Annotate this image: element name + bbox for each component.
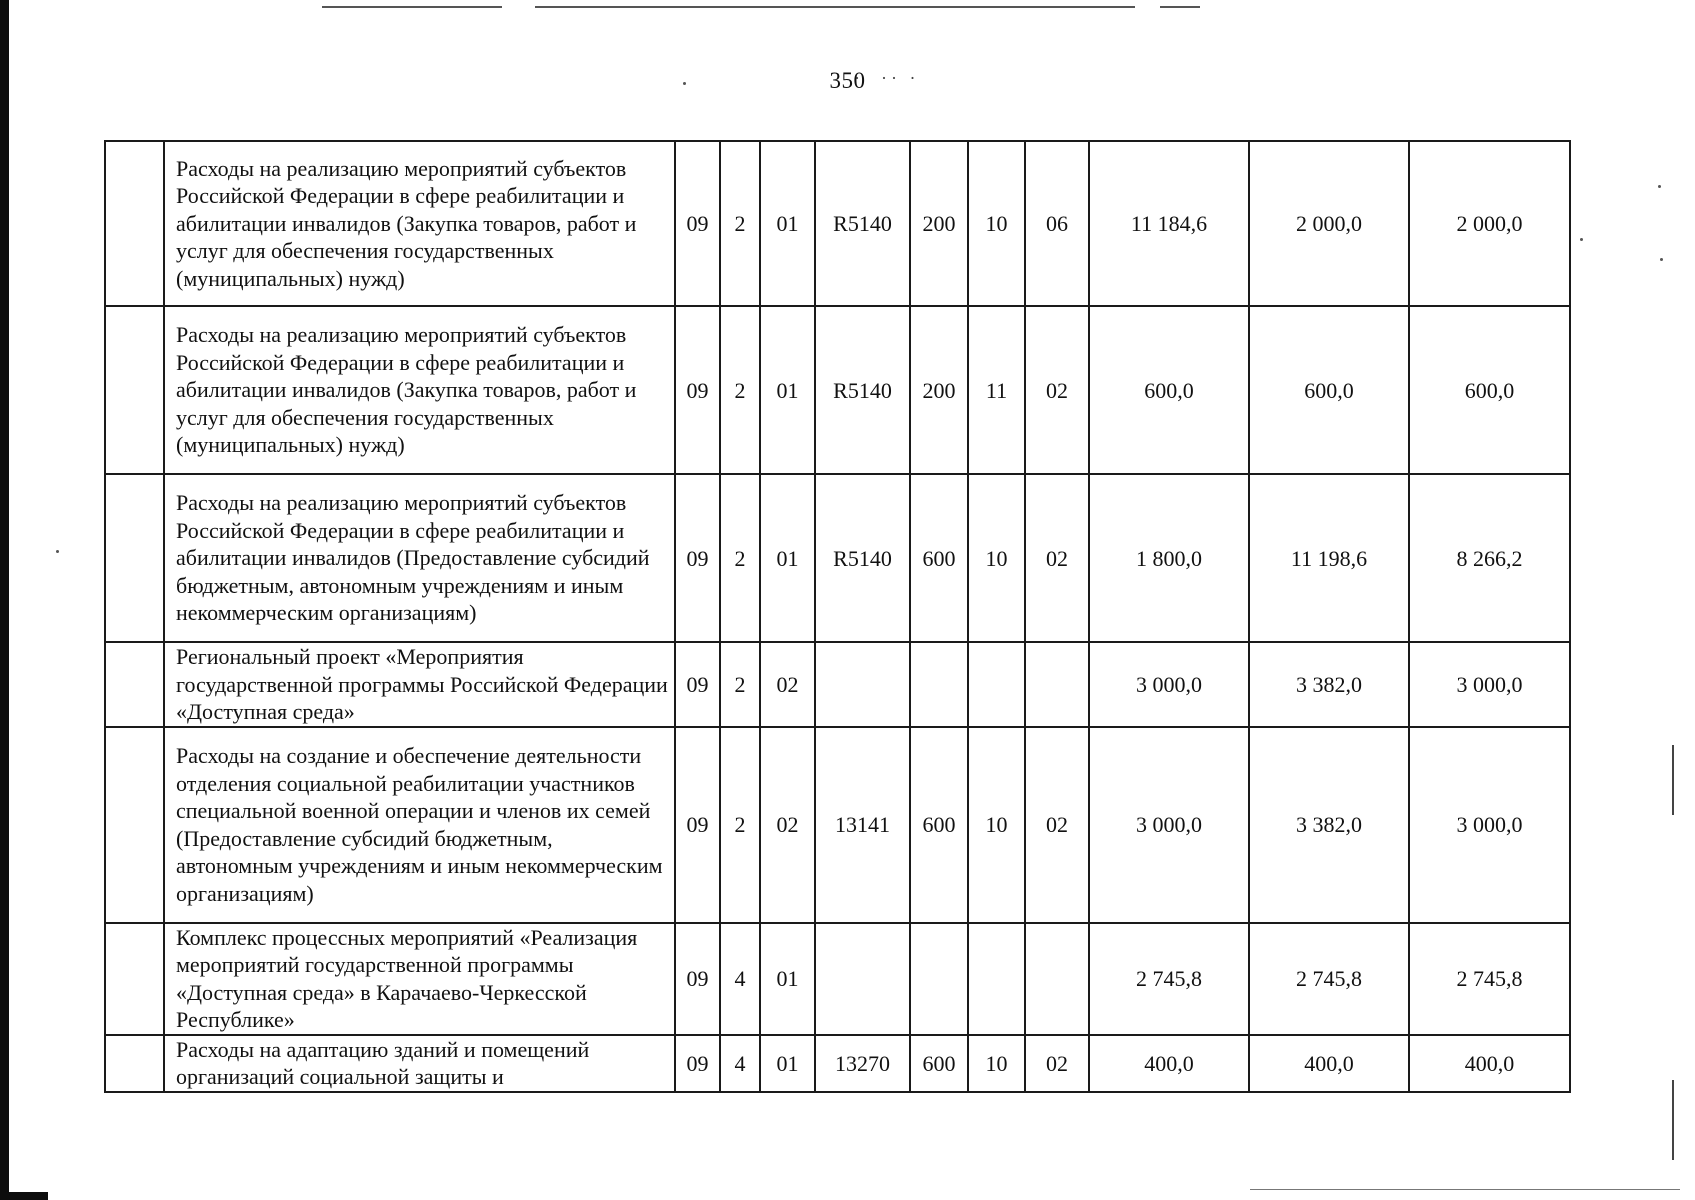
code-expense-type: 600 <box>910 727 968 923</box>
table-row <box>105 141 1570 306</box>
code-subsection: 02 <box>1025 306 1089 474</box>
amount-year-2: 2 000,0 <box>1249 141 1409 306</box>
header-dots: · ·· · <box>854 68 920 88</box>
budget-table <box>104 140 1571 1093</box>
code-subprogram: 4 <box>720 923 760 1035</box>
amount-year-3: 3 000,0 <box>1409 642 1570 727</box>
margin-dot <box>56 550 59 553</box>
top-rule <box>535 6 1135 8</box>
row-marker-cell <box>105 141 164 306</box>
code-subprogram: 4 <box>720 1035 760 1092</box>
code-direction <box>815 642 910 727</box>
code-direction: R5140 <box>815 474 910 642</box>
amount-year-3: 3 000,0 <box>1409 727 1570 923</box>
code-program: 09 <box>675 1035 720 1092</box>
code-program: 09 <box>675 642 720 727</box>
code-event: 01 <box>760 474 815 642</box>
code-event: 02 <box>760 727 815 923</box>
code-program: 09 <box>675 141 720 306</box>
amount-year-1: 1 800,0 <box>1089 474 1249 642</box>
table-row <box>105 923 1570 1035</box>
code-subsection: 02 <box>1025 1035 1089 1092</box>
amount-year-1: 600,0 <box>1089 306 1249 474</box>
top-rule <box>1160 6 1200 8</box>
table-row <box>105 474 1570 642</box>
code-program: 09 <box>675 306 720 474</box>
code-expense-type: 200 <box>910 306 968 474</box>
code-program: 09 <box>675 923 720 1035</box>
row-marker-cell <box>105 474 164 642</box>
amount-year-1: 3 000,0 <box>1089 727 1249 923</box>
table-row <box>105 1035 1570 1092</box>
margin-mark <box>1672 1080 1674 1160</box>
code-direction: R5140 <box>815 306 910 474</box>
scan-edge-bottom <box>0 1192 48 1200</box>
row-description: Комплекс процессных мероприятий «Реализация мероприятий государственной программы «Доступная среда» в Карачаево-Черкесской Республике» <box>164 923 675 1035</box>
code-section: 10 <box>968 1035 1025 1092</box>
code-expense-type <box>910 923 968 1035</box>
row-description: Расходы на реализацию мероприятий субъектов Российской Федерации в сфере реабилитации и абилитации инвалидов (Предоставление субсидий бюджетным, автономным учреждениям и иным некоммерческим организациям) <box>164 474 675 642</box>
row-description: Региональный проект «Мероприятия государственной программы Российской Федерации «Доступная среда» <box>164 642 675 727</box>
amount-year-3: 600,0 <box>1409 306 1570 474</box>
code-subsection: 02 <box>1025 727 1089 923</box>
amount-year-2: 3 382,0 <box>1249 642 1409 727</box>
code-section: 10 <box>968 727 1025 923</box>
bottom-rule <box>1250 1189 1680 1190</box>
code-expense-type <box>910 642 968 727</box>
code-program: 09 <box>675 727 720 923</box>
code-subsection <box>1025 642 1089 727</box>
margin-mark <box>1672 745 1674 815</box>
code-event: 01 <box>760 306 815 474</box>
margin-dot <box>1658 185 1661 188</box>
row-marker-cell <box>105 727 164 923</box>
amount-year-3: 400,0 <box>1409 1035 1570 1092</box>
margin-dot <box>1660 258 1663 261</box>
code-section: 10 <box>968 474 1025 642</box>
amount-year-3: 2 000,0 <box>1409 141 1570 306</box>
code-event: 01 <box>760 1035 815 1092</box>
top-rule <box>322 6 502 8</box>
amount-year-2: 2 745,8 <box>1249 923 1409 1035</box>
code-direction <box>815 923 910 1035</box>
row-marker-cell <box>105 642 164 727</box>
code-section: 11 <box>968 306 1025 474</box>
amount-year-1: 3 000,0 <box>1089 642 1249 727</box>
row-description: Расходы на создание и обеспечение деятельности отделения социальной реабилитации участников специальной военной операции и членов их семей (Предоставление субсидий бюджетным, автономным учреждениям и иным некоммерческим организациям) <box>164 727 675 923</box>
code-program: 09 <box>675 474 720 642</box>
row-marker-cell <box>105 923 164 1035</box>
code-subprogram: 2 <box>720 642 760 727</box>
scan-edge-left <box>0 0 9 1200</box>
row-description: Расходы на реализацию мероприятий субъектов Российской Федерации в сфере реабилитации и абилитации инвалидов (Закупка товаров, работ и услуг для обеспечения государственных (муниципальных) нужд) <box>164 306 675 474</box>
code-event: 02 <box>760 642 815 727</box>
table-row <box>105 642 1570 727</box>
page-number: 350 <box>829 68 866 93</box>
code-section <box>968 923 1025 1035</box>
margin-dot <box>1580 238 1583 241</box>
amount-year-1: 2 745,8 <box>1089 923 1249 1035</box>
amount-year-1: 11 184,6 <box>1089 141 1249 306</box>
table-row <box>105 727 1570 923</box>
amount-year-2: 400,0 <box>1249 1035 1409 1092</box>
amount-year-3: 8 266,2 <box>1409 474 1570 642</box>
amount-year-2: 11 198,6 <box>1249 474 1409 642</box>
code-expense-type: 600 <box>910 474 968 642</box>
code-event: 01 <box>760 141 815 306</box>
amount-year-1: 400,0 <box>1089 1035 1249 1092</box>
code-subsection <box>1025 923 1089 1035</box>
code-subsection: 06 <box>1025 141 1089 306</box>
code-direction: 13270 <box>815 1035 910 1092</box>
amount-year-2: 600,0 <box>1249 306 1409 474</box>
code-subprogram: 2 <box>720 141 760 306</box>
code-subsection: 02 <box>1025 474 1089 642</box>
code-event: 01 <box>760 923 815 1035</box>
row-marker-cell <box>105 1035 164 1092</box>
code-direction: R5140 <box>815 141 910 306</box>
row-marker-cell <box>105 306 164 474</box>
code-expense-type: 200 <box>910 141 968 306</box>
code-section <box>968 642 1025 727</box>
code-subprogram: 2 <box>720 306 760 474</box>
code-subprogram: 2 <box>720 474 760 642</box>
code-direction: 13141 <box>815 727 910 923</box>
code-expense-type: 600 <box>910 1035 968 1092</box>
table-row <box>105 306 1570 474</box>
amount-year-2: 3 382,0 <box>1249 727 1409 923</box>
row-description: Расходы на реализацию мероприятий субъектов Российской Федерации в сфере реабилитации и абилитации инвалидов (Закупка товаров, работ и услуг для обеспечения государственных (муниципальных) нужд) <box>164 141 675 306</box>
amount-year-3: 2 745,8 <box>1409 923 1570 1035</box>
code-section: 10 <box>968 141 1025 306</box>
code-subprogram: 2 <box>720 727 760 923</box>
row-description: Расходы на адаптацию зданий и помещений организаций социальной защиты и <box>164 1035 675 1092</box>
